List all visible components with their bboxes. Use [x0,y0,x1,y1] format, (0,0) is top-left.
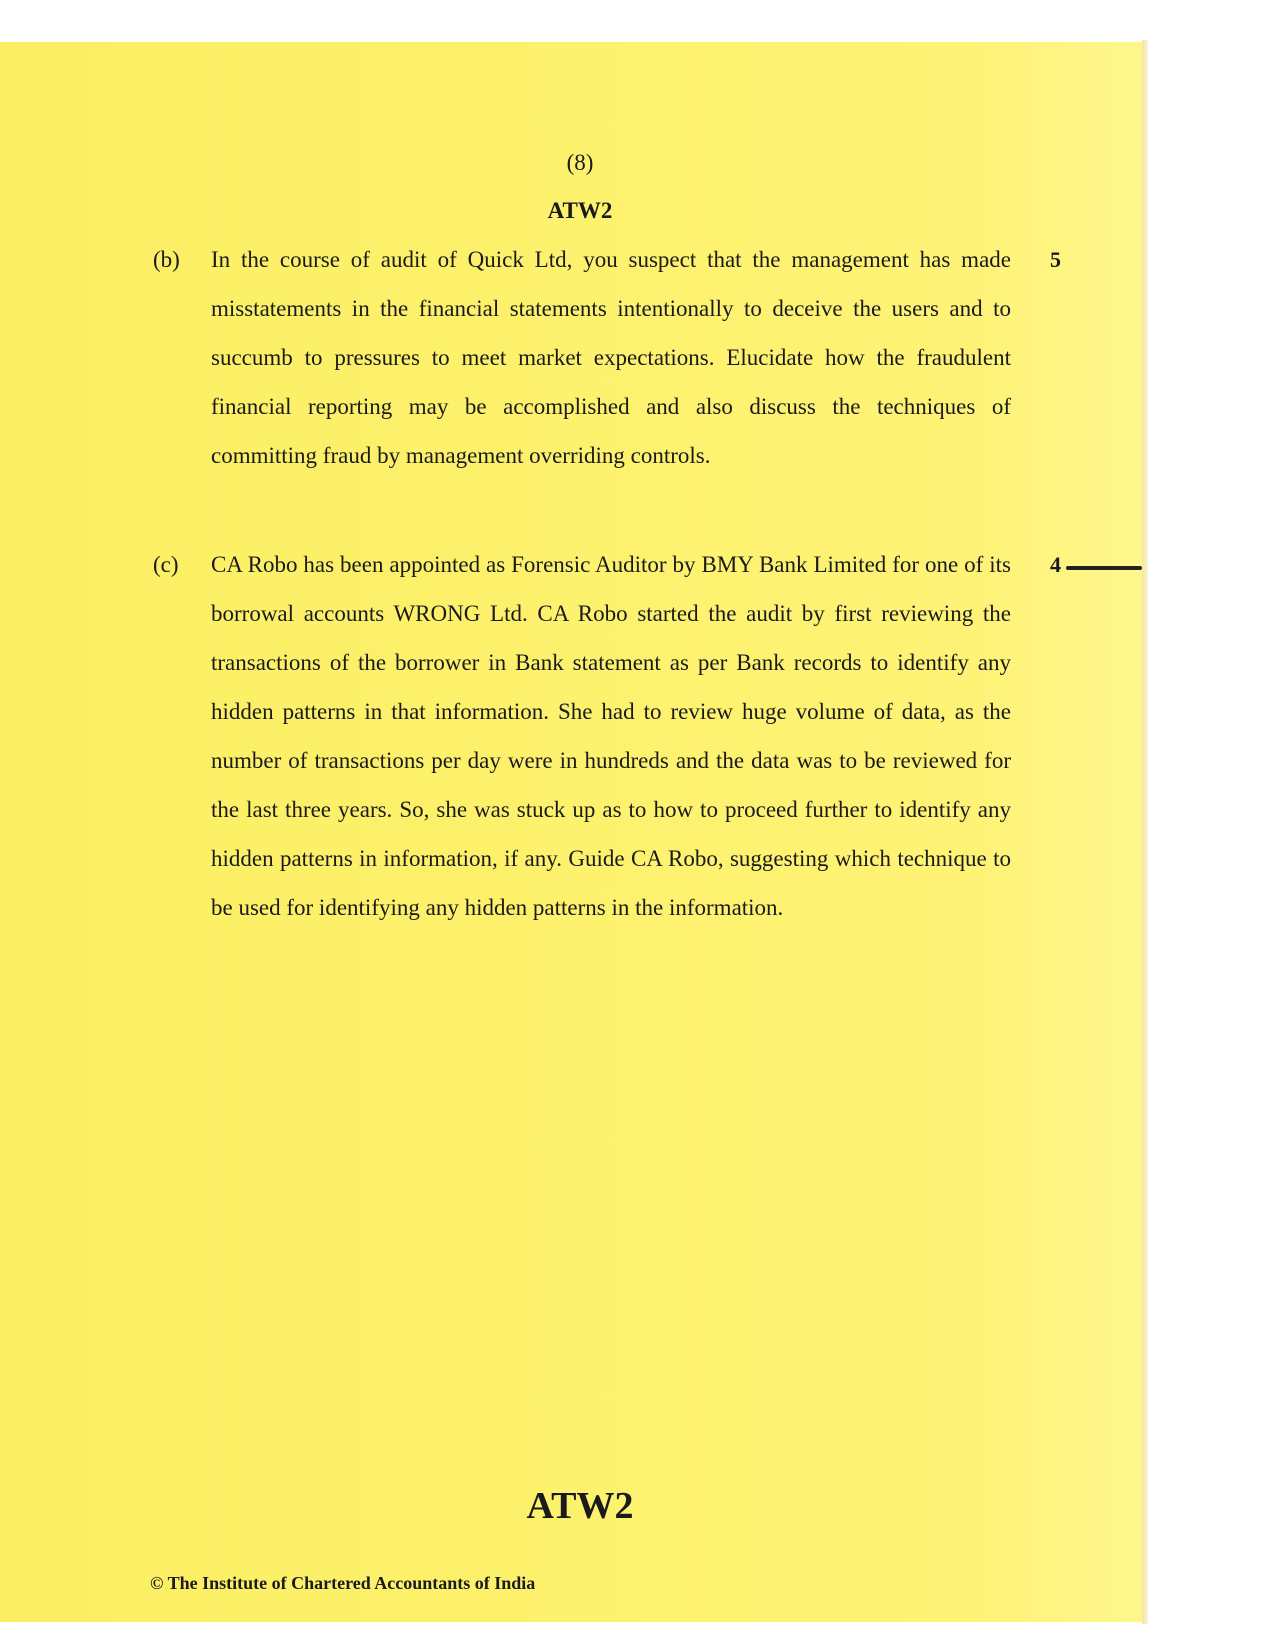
paper-code: ATW2 [547,198,613,223]
question-label: (b) [153,247,180,272]
page-number: (8) [566,150,594,175]
paper-edge [1142,40,1148,1624]
copyright-notice: © The Institute of Chartered Accountants of India [150,1573,536,1593]
question-label: (c) [153,552,179,577]
footer-paper-code: ATW2 [526,1485,634,1527]
question-marks: 4 [1050,552,1061,577]
margin-mark-line [1066,566,1142,570]
question-text: CA Robo has been appointed as Forensic Auditor by BMY Bank Limited for one of its borrowal accounts WRONG Ltd. CA Robo started the audit by first reviewing the transactions of the borrower in Bank statement as per Bank records to identify any hidden patterns in that information. She had to review huge volume of data, as the number of transactions per day were in hundreds and the data was to be reviewed for the last three years. So, she was stuck up as to how to proceed further to identify any hidden patterns in information, if any. Guide CA Robo, suggesting which technique to be used for identifying any hidden patterns in the information. [211,552,1011,920]
question-text: In the course of audit of Quick Ltd, you suspect that the management has made misstatements in the financial statements intentionally to deceive the users and to succumb to pressures to meet market expectations. Elucidate how the fraudulent financial reporting may be accomplished and also discuss the techniques of committing fraud by management overriding controls. [211,247,1011,468]
question-marks: 5 [1050,247,1061,272]
